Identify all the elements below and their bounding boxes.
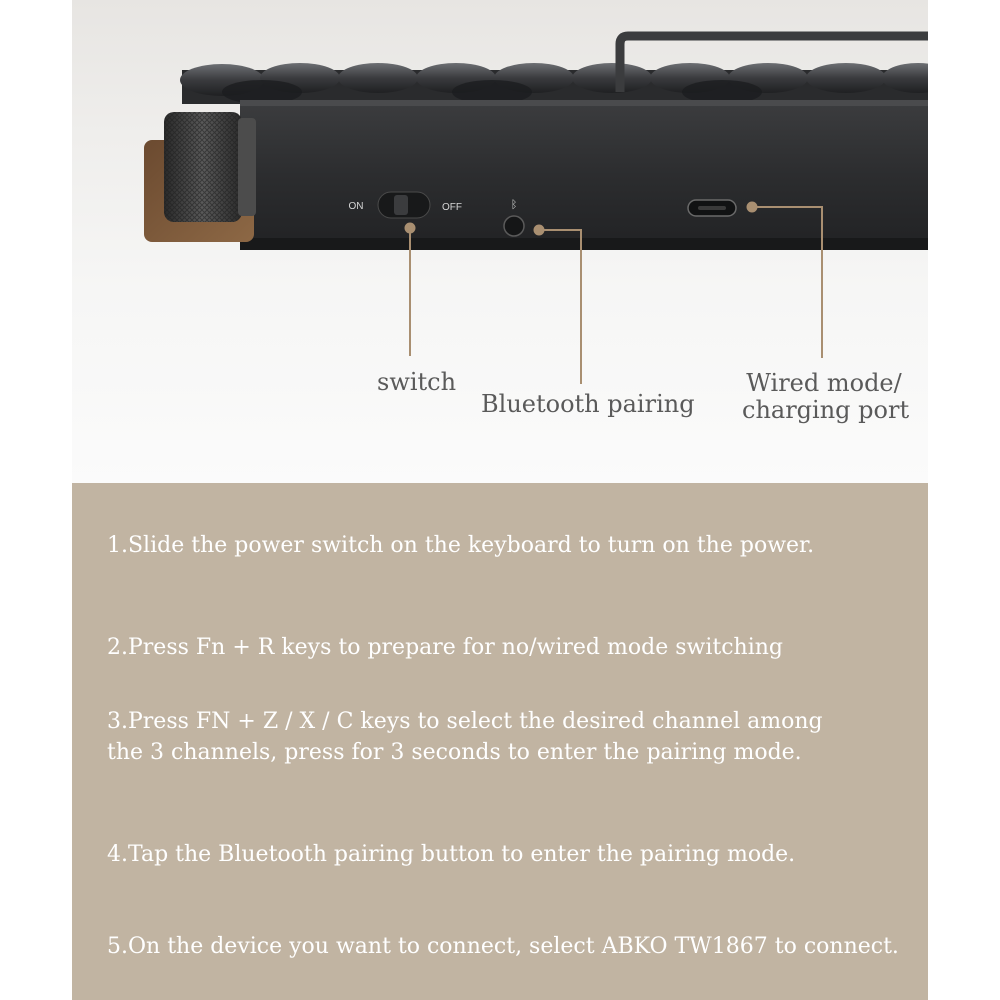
step-3-line2: the 3 channels, press for 3 seconds to enter the pairing mode. [107,740,802,765]
instructions-panel [72,483,928,1000]
step-1-text: 1.Slide the power switch on the keyboard to turn on the power. [107,533,815,558]
wired-mode-callout-label [742,369,910,424]
bluetooth-pairing-callout-label: Bluetooth pairing [481,390,695,418]
step-3-line1: 3.Press FN + Z / X / C keys to select the desired channel among [107,709,823,734]
step-2-text: 2.Press Fn + R keys to prepare for no/wired mode switching [107,635,783,660]
step-4-text: 4.Tap the Bluetooth pairing button to enter the pairing mode. [107,842,796,867]
keycap-row [180,63,928,104]
switch-on-label: ON [348,201,364,212]
step-3 [107,706,823,768]
step-4 [107,839,795,870]
bluetooth-icon: ᛒ [510,198,518,211]
wired-mode-callout-line2: charging port [742,396,910,424]
step-1 [107,530,814,561]
step-2 [107,632,783,663]
keyboard-body [240,100,928,250]
step-5 [107,931,899,962]
wired-mode-callout-line1: Wired mode/ [746,369,902,397]
step-5-text: 5.On the device you want to connect, select ABKO TW1867 to connect. [107,934,899,959]
switch-callout-label: switch [377,368,457,396]
switch-off-label: OFF [442,202,462,213]
usb-c-port [688,200,736,216]
